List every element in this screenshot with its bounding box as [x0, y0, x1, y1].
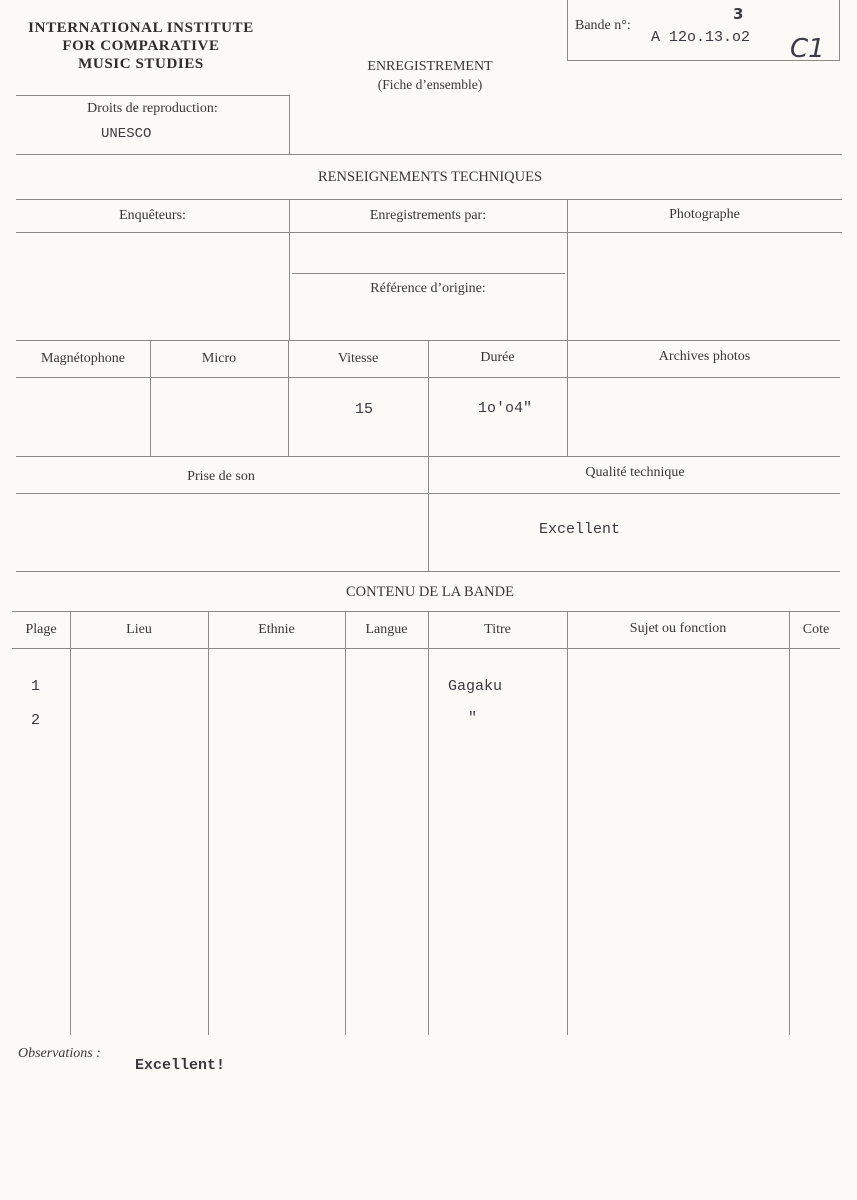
- duree-value: 1o'o4": [478, 400, 533, 417]
- column-cote: Cote: [802, 622, 830, 637]
- table-row-2-plage: 2: [31, 712, 41, 729]
- table-row-2-titre: ": [468, 710, 478, 727]
- reference-origine-label: Référence d’origine:: [370, 281, 486, 296]
- handwritten-note: C1: [790, 34, 825, 64]
- rights-box-top-border: [16, 95, 290, 96]
- rights-value: UNESCO: [101, 126, 152, 142]
- micro-label: Micro: [201, 351, 237, 366]
- form-title: ENREGISTREMENT: [367, 59, 493, 74]
- magnetophone-label: Magnétophone: [41, 351, 125, 366]
- contents-header-top: [12, 611, 840, 612]
- photographe-label: Photographe: [669, 207, 740, 222]
- enqueteurs-label: Enquêteurs:: [119, 208, 186, 223]
- column-titre: Titre: [484, 622, 511, 637]
- technical-title: RENSEIGNEMENTS TECHNIQUES: [317, 169, 543, 185]
- table-row-1-plage: 1: [31, 678, 41, 695]
- technical-header-top: [16, 199, 842, 200]
- column-lieu: Lieu: [126, 622, 152, 637]
- contents-divider-6: [789, 612, 790, 1035]
- reference-top-line: [292, 273, 565, 274]
- contents-divider-3: [345, 612, 346, 1035]
- institute-line-2: FOR COMPARATIVE: [62, 38, 220, 54]
- qualite-value: Excellent: [539, 521, 621, 538]
- contents-divider-2: [208, 612, 209, 1035]
- bande-label: Bande n°:: [575, 18, 631, 33]
- column-ethnie: Ethnie: [258, 622, 295, 637]
- institute-line-1: INTERNATIONAL INSTITUTE: [28, 20, 254, 36]
- bande-box-left-border: [567, 0, 568, 61]
- rights-label: Droits de reproduction:: [87, 101, 218, 116]
- bande-box-right-border: [839, 0, 840, 61]
- bande-number: A 12o.13.o2: [651, 29, 751, 46]
- bande-correction: 3: [733, 5, 744, 23]
- contents-header-bottom: [12, 648, 840, 649]
- column-plage: Plage: [25, 622, 57, 637]
- institute-name: [10, 19, 272, 73]
- contents-divider-5: [567, 612, 568, 1035]
- table-row-1-titre: Gagaku: [448, 678, 503, 695]
- contents-divider-1: [70, 612, 71, 1035]
- observations-label: Observations :: [18, 1046, 101, 1061]
- archives-photos-label: Archives photos: [658, 349, 751, 364]
- institute-line-3: MUSIC STUDIES: [78, 56, 204, 72]
- qualite-technique-label: Qualité technique: [585, 465, 685, 480]
- prise-de-son-label: Prise de son: [187, 469, 255, 484]
- duree-label: Durée: [480, 350, 515, 365]
- vitesse-label: Vitesse: [337, 351, 379, 366]
- rights-box-right-border: [289, 95, 290, 155]
- contents-top-line: [16, 571, 840, 572]
- contents-title: CONTENU DE LA BANDE: [346, 584, 514, 600]
- contents-divider-4: [428, 612, 429, 1035]
- technical-header-bottom: [16, 232, 842, 233]
- form-subtitle: (Fiche d’ensemble): [377, 77, 483, 92]
- column-sujet: Sujet ou fonction: [629, 621, 727, 636]
- technical-top-line: [16, 154, 842, 155]
- enregistrements-par-label: Enregistrements par:: [369, 208, 487, 223]
- column-langue: Langue: [365, 622, 408, 637]
- observations-value: Excellent!: [135, 1057, 226, 1074]
- vitesse-value: 15: [355, 401, 374, 418]
